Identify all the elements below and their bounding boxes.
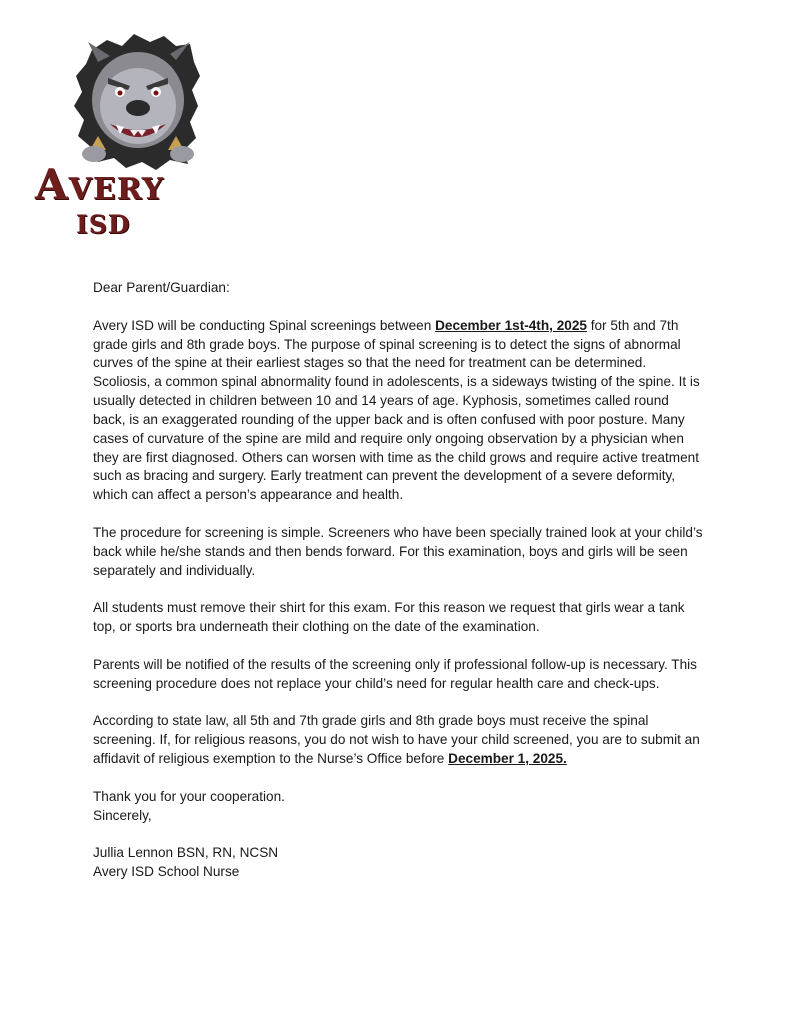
thanks-line: Thank you for your cooperation. (93, 788, 285, 804)
school-logo (30, 30, 210, 245)
letter-body (93, 279, 705, 901)
paragraph-state-law (93, 712, 705, 769)
logo-name-rest: VERY (68, 172, 165, 207)
logo-name-initial: A (35, 160, 69, 209)
paragraph-screening-intro (93, 317, 705, 505)
logo-name (35, 160, 164, 209)
screening-dates: December 1st-4th, 2025 (435, 317, 587, 333)
exemption-deadline: December 1, 2025. (448, 751, 567, 767)
signature-block (93, 844, 705, 882)
greeting: Dear Parent/Guardian: (93, 280, 230, 295)
bulldog-mascot-icon (72, 32, 202, 172)
signer-title: Avery ISD School Nurse (93, 864, 240, 880)
closing-block (93, 788, 705, 826)
signer-name: Jullia Lennon BSN, RN, NCSN (93, 845, 279, 861)
logo-subtitle: ISD (76, 210, 131, 239)
p1-text-before: Avery ISD will be conducting Spinal screenings between (93, 317, 436, 333)
p1-text-after: for 5th and 7th grade girls and 8th grade boys. The purpose of spinal screening is to detect the signs of abnormal curves of the spine at their earliest stages so that the need for treatment can be determined. Scoliosis, a common spinal abnormality found in adolescents, is a sideways twisting of the spine. It is usually detected in children between 10 and 14 years of age. Kyphosis, sometimes called round back, is an exaggerated rounding of the upper back and is often confused with poor posture. Many cases of curvature of the spine are mild and require only ongoing observation by a physician when they are first diagnosed. Others can worsen with time as the child grows and require active treatment such as bracing and surgery. Early treatment can prevent the development of a severe deformity, which can affect a person’s appearance and health. (93, 317, 700, 503)
sincerely-line: Sincerely, (93, 807, 152, 823)
paragraph-notification: Parents will be notified of the results of the screening only if professional follow-up is necessary. This screening procedure does not replace your child’s need for regular health care and check-ups. (93, 656, 697, 691)
paragraph-clothing: All students must remove their shirt for this exam. For this reason we request that girls wear a tank top, or sports bra underneath their clothing on the date of the examination. (93, 600, 685, 635)
paragraph-procedure: The procedure for screening is simple. Screeners who have been specially trained look at your child’s back while he/she stands and then bends forward. For this examination, boys and girls will be seen separately and individually. (93, 524, 703, 578)
p5-text-before: According to state law, all 5th and 7th grade girls and 8th grade boys must receive the spinal screening. If, for religious reasons, you do not wish to have your child screened, you are to submit an affidavit of religious exemption to the Nurse’s Office before (93, 713, 700, 767)
